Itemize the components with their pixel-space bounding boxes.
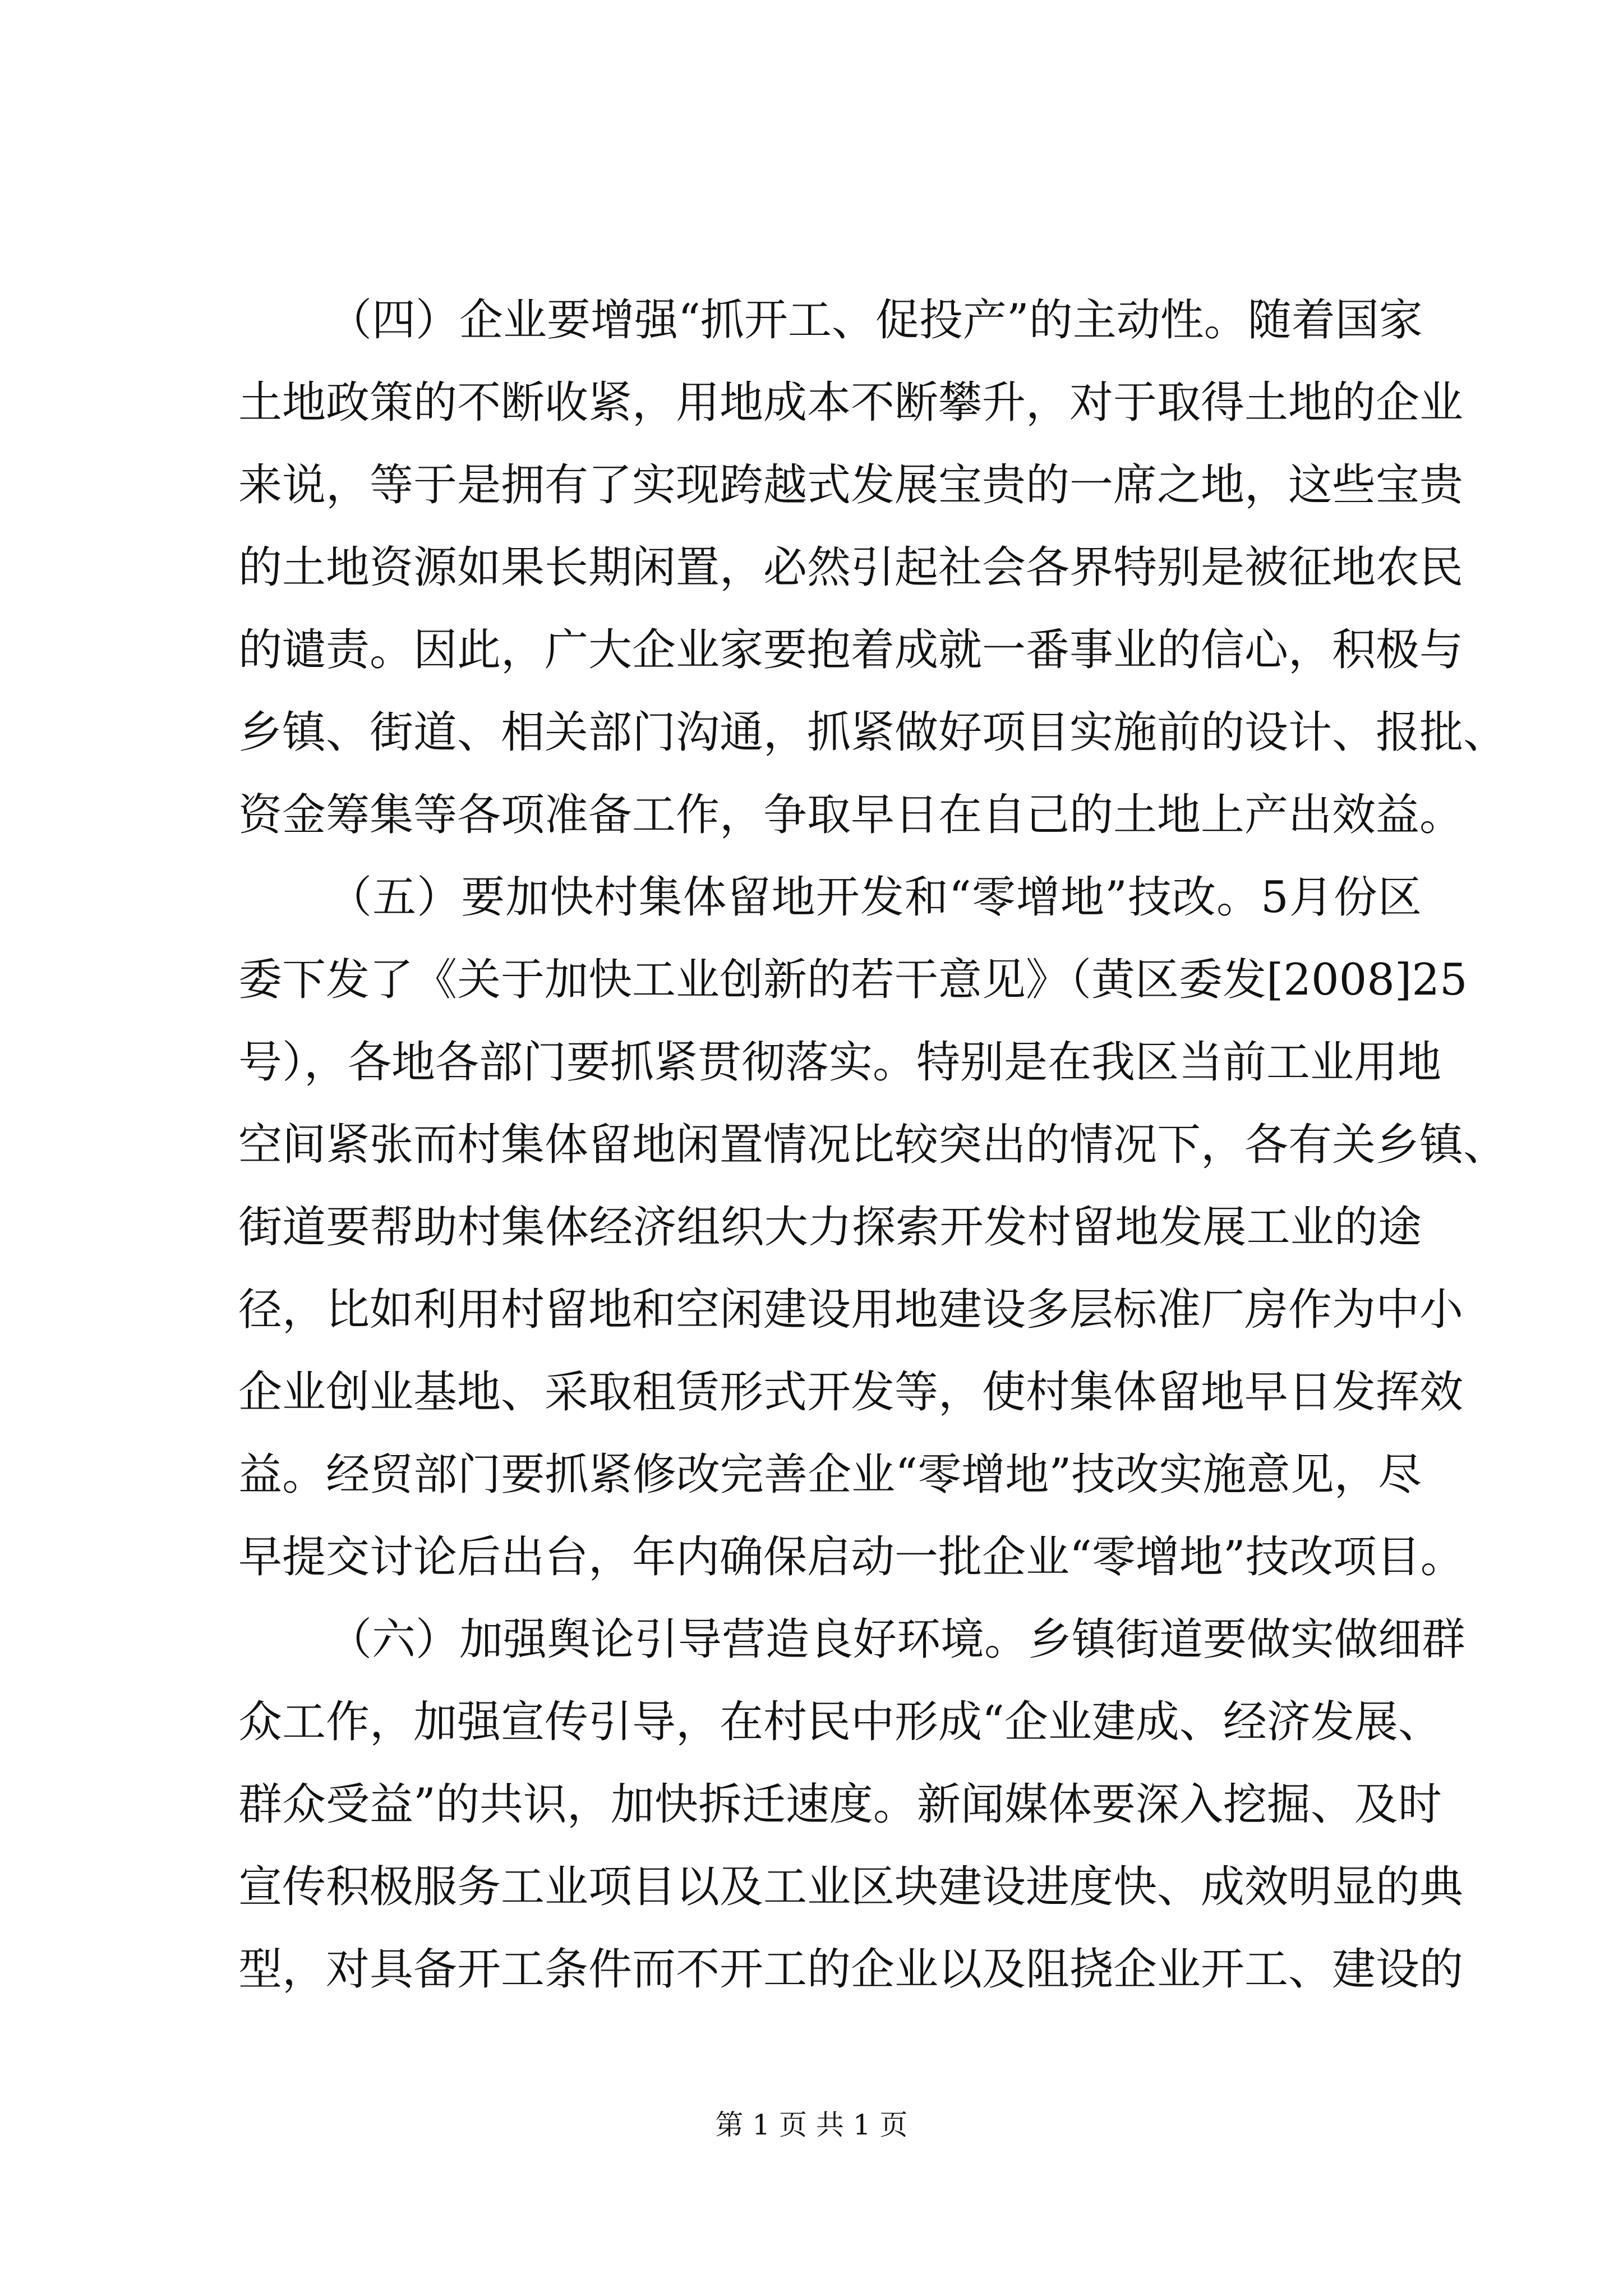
paragraph-4-line-4: 的土地资源如果长期闲置，必然引起社会各界特别是被征地农民 — [238, 542, 1464, 593]
paragraph-5-line-5: 街道要帮助村集体经济组织大力探索开发村留地发展工业的途 — [238, 1202, 1422, 1253]
paragraph-6-line-4: 宣传积极服务工业项目以及工业区块建设进度快、成效明显的典 — [238, 1862, 1464, 1912]
paragraph-4-line-2: 土地政策的不断收紧，用地成本不断攀升，对于取得土地的企业 — [238, 378, 1464, 428]
paragraph-6-line-1: （六）加强舆论引导营造良好环境。乡镇街道要做实做细群 — [328, 1614, 1466, 1665]
paragraph-4-line-7: 资金筹集等各项准备工作，争取早日在自己的土地上产出效益。 — [238, 790, 1464, 840]
paragraph-5-line-8: 益。经贸部门要抓紧修改完善企业“零增地”技改实施意见，尽 — [238, 1450, 1422, 1500]
paragraph-5-line-6: 径，比如利用村留地和空闲建设用地建设多层标准厂房作为中小 — [238, 1285, 1464, 1335]
paragraph-4-line-6: 乡镇、街道、相关部门沟通，抓紧做好项目实施前的设计、报批、 — [238, 707, 1507, 758]
paragraph-4-line-1: （四）企业要增强“抓开工、促投产”的主动性。随着国家 — [328, 295, 1423, 346]
paragraph-5-line-7: 企业创业基地、采取租赁形式开发等，使村集体留地早日发挥效 — [238, 1367, 1464, 1418]
paragraph-4-line-5: 的谴责。因此，广大企业家要抱着成就一番事业的信心，积极与 — [238, 625, 1464, 675]
paragraph-5-line-2: 委下发了《关于加快工业创新的若干意见》（黄区委发[2008]25 — [238, 955, 1468, 1005]
paragraph-4-line-3: 来说，等于是拥有了实现跨越式发展宝贵的一席之地，这些宝贵 — [238, 460, 1464, 510]
paragraph-6-line-5: 型，对具备开工条件而不开工的企业以及阻挠企业开工、建设的 — [238, 1944, 1464, 1995]
page-number-footer: 第 1 页 共 1 页 — [715, 2109, 908, 2141]
paragraph-5-line-9: 早提交讨论后出台，年内确保启动一批企业“零增地”技改项目。 — [238, 1532, 1464, 1582]
paragraph-5-line-1: （五）要加快村集体留地开发和“零增地”技改。5月份区 — [328, 872, 1422, 923]
paragraph-5-line-3: 号），各地各部门要抓紧贯彻落实。特别是在我区当前工业用地 — [238, 1037, 1442, 1088]
paragraph-6-line-2: 众工作，加强宣传引导，在村民中形成“企业建成、经济发展、 — [238, 1697, 1442, 1747]
document-body — [238, 279, 1507, 2011]
paragraph-6-line-3: 群众受益”的共识，加快拆迁速度。新闻媒体要深入挖掘、及时 — [238, 1779, 1442, 1830]
paragraph-5-line-4: 空间紧张而村集体留地闲置情况比较突出的情况下，各有关乡镇、 — [238, 1120, 1507, 1170]
